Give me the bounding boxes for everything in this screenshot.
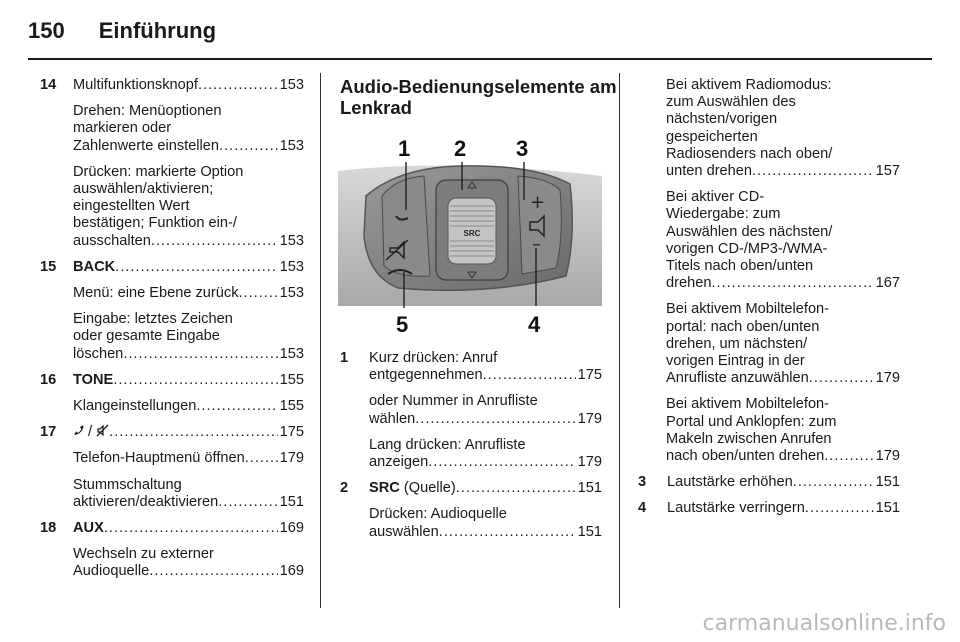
- page-ref: 179: [279, 450, 304, 467]
- item-label: Lautstärke verringern: [667, 500, 805, 517]
- phone-icon: [73, 425, 84, 437]
- item-text: Zahlenwerte einstellen: [73, 137, 220, 154]
- paragraph-cd: [666, 189, 900, 292]
- item-text: Kurz drücken: Anruf: [369, 350, 498, 366]
- item-text: eingestellten Wert: [73, 198, 190, 215]
- column-divider-2: [619, 73, 620, 608]
- watermark: carmanualsonline.info: [702, 611, 946, 636]
- item-label: TONE: [73, 371, 114, 388]
- item-text: oder Nummer in Anrufliste: [369, 393, 538, 410]
- item-number: 4: [638, 500, 647, 517]
- page-ref: 175: [577, 367, 602, 384]
- page-ref: 151: [875, 474, 900, 491]
- heading-line: Lenkrad: [340, 97, 412, 118]
- column-2: [340, 76, 617, 118]
- paragraph-radio: [666, 77, 900, 180]
- item-text: entgegennehmen: [369, 367, 483, 384]
- item-number: 1: [340, 350, 349, 366]
- page-ref: 153: [279, 77, 304, 93]
- item-text: Auswählen des nächsten/: [666, 223, 833, 240]
- list-item-15: [40, 259, 304, 363]
- item-text: Stummschaltung: [73, 476, 182, 493]
- item-number: 2: [340, 480, 349, 497]
- page-ref: 155: [279, 398, 304, 415]
- minus-icon: –: [532, 234, 541, 255]
- item-text: Audioquelle: [73, 563, 150, 580]
- page-ref: 169: [279, 520, 304, 537]
- column-divider-1: [320, 73, 321, 608]
- item-text: Bei aktivem Mobiltelefon-: [666, 396, 830, 413]
- list-item-16: [40, 372, 304, 415]
- item-text: Titels nach oben/unten: [666, 258, 814, 275]
- page-header: [28, 18, 216, 44]
- item-text: markieren oder: [73, 120, 172, 137]
- item-number: 3: [638, 474, 647, 491]
- item-text: zum Auswählen des: [666, 94, 796, 111]
- page-ref: 179: [875, 370, 900, 387]
- item-text: drehen: [666, 275, 712, 292]
- item-text: Radiosenders nach oben/: [666, 145, 833, 162]
- callout-4: 4: [528, 312, 541, 334]
- item-text: (Quelle): [399, 480, 456, 497]
- page-ref: 157: [875, 163, 900, 180]
- item-text: gespeicherten: [666, 128, 758, 145]
- page-ref: 153: [279, 345, 304, 362]
- item-text: aktivieren/deaktivieren: [73, 493, 219, 510]
- item-text: Eingabe: letztes Zeichen: [73, 311, 233, 328]
- item-text: bestätigen; Funktion ein-/: [73, 215, 237, 232]
- item-text: vorigen CD-/MP3-/WMA-: [666, 240, 828, 257]
- item-text: löschen: [73, 345, 124, 362]
- item-label: AUX: [73, 520, 104, 537]
- page-ref: 153: [279, 285, 304, 302]
- separator: /: [84, 424, 97, 441]
- item-text: Bei aktivem Radiomodus:: [666, 77, 832, 93]
- item-text: Drehen: Menüoptionen: [73, 103, 222, 120]
- item-number: 14: [40, 77, 57, 93]
- page-ref: 153: [279, 137, 304, 154]
- item-label: Lautstärke erhöhen: [667, 474, 793, 491]
- paragraph-phone: [666, 301, 900, 387]
- item-text: vorigen Eintrag in der: [666, 353, 805, 370]
- item-label: SRC: [369, 480, 400, 497]
- item-text: oder gesamte Eingabe: [73, 328, 220, 345]
- page-number: 150: [28, 18, 65, 43]
- list-item-1: [340, 350, 602, 471]
- item-text: portal: nach oben/unten: [666, 318, 820, 335]
- item-text: Telefon-Hauptmenü öffnen: [73, 450, 245, 467]
- plus-icon: +: [530, 192, 546, 213]
- list-item-18: [40, 520, 304, 581]
- column-1: [40, 77, 304, 581]
- item-number: 17: [40, 424, 57, 441]
- page-ref: 167: [875, 275, 900, 292]
- item-label: BACK: [73, 258, 116, 275]
- item-number: 18: [40, 520, 57, 537]
- callout-5: 5: [396, 312, 409, 334]
- list-item-3: [638, 474, 900, 491]
- heading-line: Audio-Bedienungselemente am: [340, 76, 617, 97]
- item-text: Drücken: markierte Option: [73, 163, 244, 180]
- item-text: unten drehen: [666, 163, 753, 180]
- callout-1: 1: [398, 136, 411, 161]
- page-ref: 179: [577, 410, 602, 427]
- page-ref: 179: [875, 448, 900, 465]
- item-text: anzeigen: [369, 454, 429, 471]
- item-text: Makeln zwischen Anrufen: [666, 430, 832, 447]
- page-ref: 151: [577, 480, 602, 497]
- item-text: Anrufliste anzuwählen: [666, 370, 809, 387]
- item-text: Lang drücken: Anrufliste: [369, 436, 526, 453]
- column-2-list: [340, 350, 602, 541]
- page-title: Einführung: [98, 18, 217, 43]
- page-ref: 179: [577, 454, 602, 471]
- item-text: Bei aktiver CD-: [666, 189, 765, 206]
- item-text: drehen, um nächsten/: [666, 335, 808, 352]
- item-text: Portal und Anklopfen: zum: [666, 413, 837, 430]
- paragraph-call-waiting: [666, 396, 900, 465]
- page-ref: 155: [279, 371, 304, 388]
- item-text: Klangeinstellungen: [73, 398, 197, 415]
- list-item-4: [638, 500, 900, 517]
- page-ref: 175: [279, 424, 304, 441]
- src-button-label: SRC: [463, 229, 481, 238]
- item-text: nach oben/unten drehen: [666, 448, 825, 465]
- item-text: auswählen: [369, 523, 439, 540]
- page-ref: 169: [279, 563, 304, 580]
- callout-3: 3: [516, 136, 529, 161]
- page-ref: 151: [875, 500, 900, 517]
- list-item-14: [40, 77, 304, 250]
- column-3: [638, 77, 900, 518]
- mute-icon: [96, 424, 109, 437]
- section-heading: [340, 76, 617, 118]
- item-text: auswählen/aktivieren;: [73, 181, 214, 198]
- item-number: 16: [40, 371, 57, 388]
- page-ref: 151: [577, 523, 602, 540]
- list-item-2: [340, 480, 602, 541]
- item-text: Menü: eine Ebene zurück: [73, 285, 239, 302]
- item-text: Wechseln zu externer: [73, 546, 214, 563]
- page-ref: 153: [279, 258, 304, 275]
- list-item-17: [40, 424, 304, 511]
- item-text: Drücken: Audioquelle: [369, 506, 507, 523]
- item-text: ausschalten: [73, 232, 151, 249]
- item-text: Wiedergabe: zum: [666, 206, 781, 223]
- page-ref: 151: [279, 493, 304, 510]
- item-number: 15: [40, 258, 57, 275]
- item-text: wählen: [369, 410, 416, 427]
- item-label: Multifunktionsknopf: [73, 77, 198, 93]
- item-text: nächsten/vorigen: [666, 111, 778, 128]
- page-ref: 153: [279, 232, 304, 249]
- steering-wheel-controls-photo: [338, 126, 602, 334]
- header-rule: [28, 58, 932, 60]
- item-text: Bei aktivem Mobiltelefon-: [666, 301, 830, 318]
- callout-2: 2: [454, 136, 467, 161]
